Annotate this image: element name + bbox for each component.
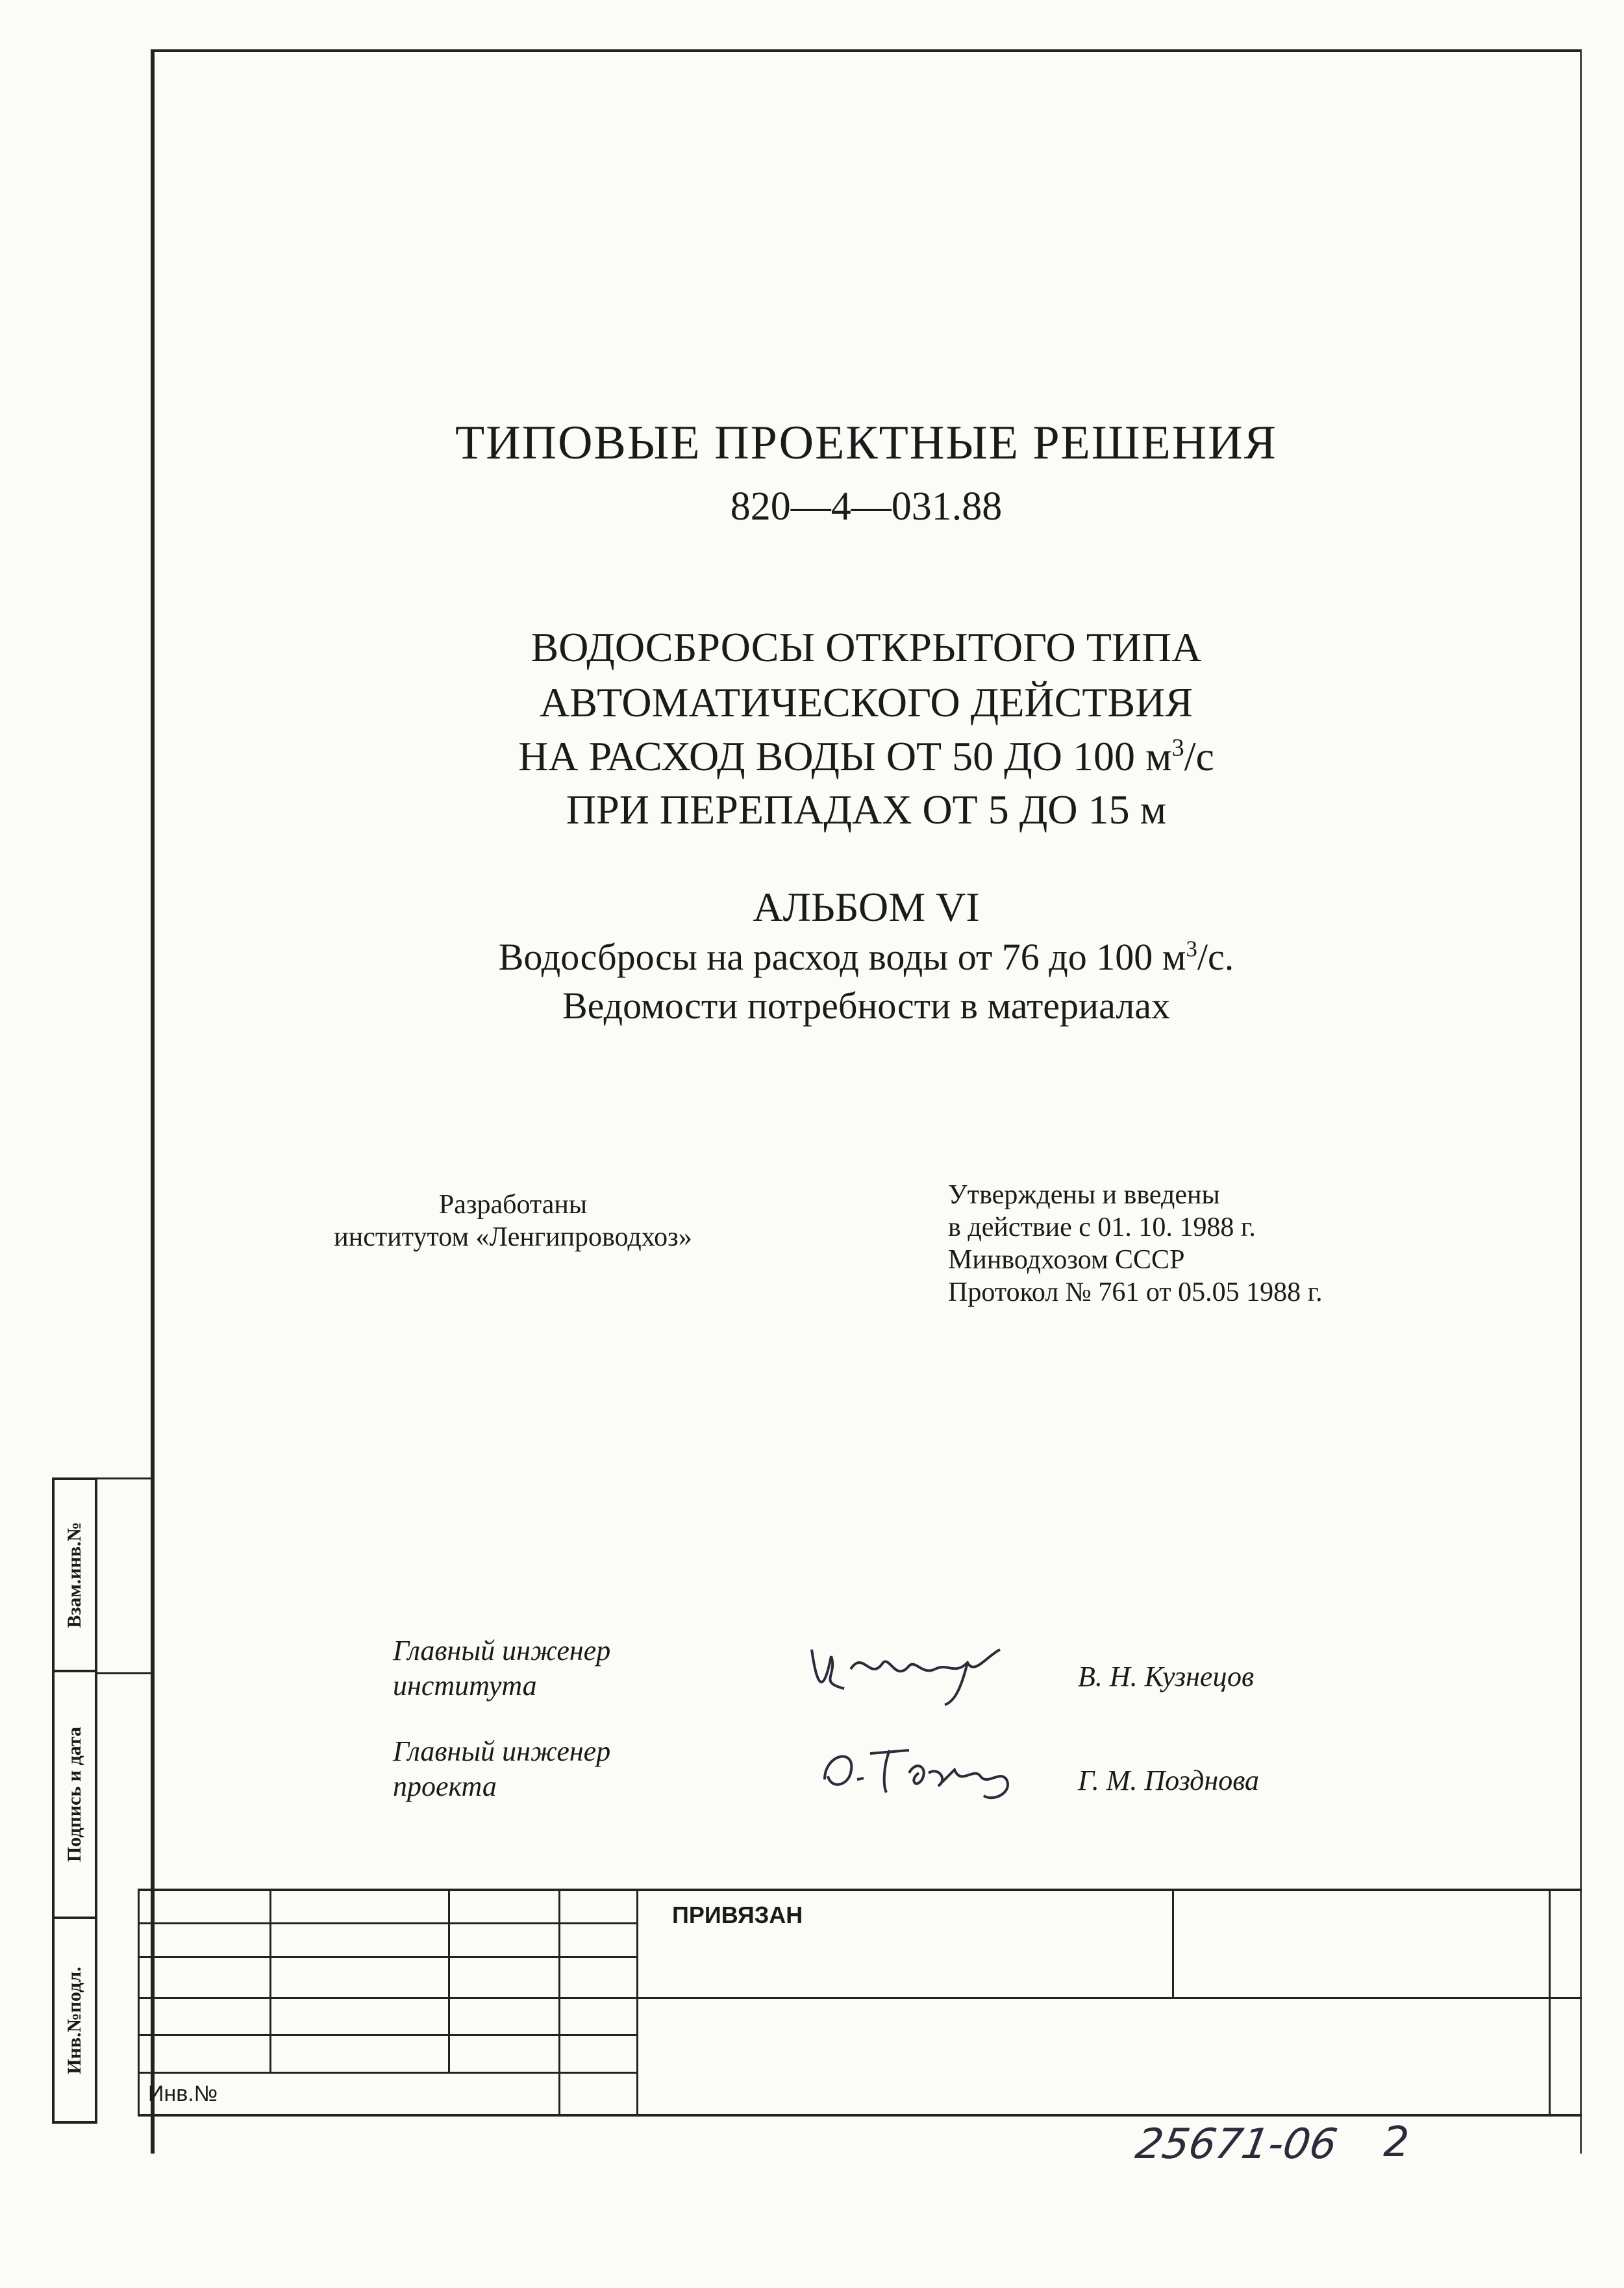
series-number: 820—4—031.88 (730, 484, 1003, 529)
table-col-2 (448, 1889, 450, 2072)
stamp-podpis-cell (52, 1672, 95, 1919)
table-col-0 (138, 1889, 140, 2114)
album-description-2: Ведомости потребности в материалах (562, 985, 1171, 1027)
stamp-vzam-label: Взам.инв.№ (64, 1522, 85, 1628)
inv-no-label: Инв.№ (148, 2081, 218, 2106)
table-row-line-4 (138, 2034, 638, 2036)
privyazan-label: ПРИВЯЗАН (672, 1902, 803, 1928)
approved-block (948, 1179, 1532, 1309)
stamp-top-line (95, 1477, 153, 1479)
table-row-line-2 (138, 1956, 638, 1958)
handwritten-number: 25671-06 (1132, 2120, 1341, 2169)
stamp-inv-label: Инв.№подл. (64, 1966, 85, 2074)
stamp-inv-cell (52, 1919, 95, 2124)
table-bottom-line (138, 2114, 1582, 2117)
subject-line-1: ВОДОСБРОСЫ ОТКРЫТОГО ТИПА (531, 624, 1202, 670)
stamp-vzam-cell (52, 1477, 95, 1672)
album-title: АЛЬБОМ VI (753, 884, 980, 930)
approved-line-1: Утверждены и введены (948, 1180, 1220, 1210)
signature-2 (818, 1741, 1039, 1809)
page-frame (151, 49, 1582, 2154)
signature-name-2: Г. М. Позднова (1078, 1765, 1260, 1796)
approved-line-4: Протокол № 761 от 05.05 1988 г. (948, 1277, 1323, 1307)
subject-line-2: АВТОМАТИЧЕСКОГО ДЕЙСТВИЯ (540, 679, 1193, 725)
series-title: ТИПОВЫЕ ПРОЕКТНЫЕ РЕШЕНИЯ (455, 416, 1277, 470)
stamp-mid-line (95, 1672, 153, 1674)
signature-poznova-icon (818, 1741, 1039, 1805)
signature-role-2: Главный инженер проекта (393, 1735, 611, 1802)
table-row-line-5 (138, 2072, 638, 2074)
table-col-5 (1172, 1889, 1174, 1997)
table-col-1 (269, 1889, 271, 2072)
developed-line-2: институтом «Ленгипроводхоз» (334, 1222, 692, 1252)
sheet-number: 2 (1383, 2118, 1410, 2167)
table-col-4 (636, 1889, 638, 2114)
stamp-inner-border (95, 1477, 97, 2124)
signature-role-1: Главный инженер института (393, 1635, 611, 1702)
table-row-line-1 (138, 1922, 638, 1924)
developed-line-1: Разработаны (438, 1190, 588, 1220)
signature-1 (805, 1637, 1026, 1711)
table-col-6 (1549, 1889, 1551, 2114)
stamp-podpis-label: Подпись и дата (64, 1726, 85, 1863)
subject-line-3: НА РАСХОД ВОДЫ ОТ 50 ДО 100 $м^3/с$ (518, 733, 1214, 779)
table-top-line (138, 1889, 1582, 1891)
signature-kuznetsov-icon (805, 1637, 1026, 1708)
approved-line-3: Минводхозом СССР (948, 1245, 1185, 1275)
table-col-3 (558, 1889, 560, 2114)
developed-by (234, 1188, 792, 1253)
table-row-line-3 (138, 1997, 1582, 1999)
album-description: Водосбросы на расход воды от 76 до 100 $м^3/с$. (498, 936, 1234, 978)
subject-line-4: ПРИ ПЕРЕПАДАХ ОТ 5 ДО 15 м (566, 786, 1167, 833)
approved-line-2: в действие с 01. 10. 1988 г. (948, 1213, 1256, 1242)
signature-name-1: В. Н. Кузнецов (1078, 1661, 1255, 1692)
